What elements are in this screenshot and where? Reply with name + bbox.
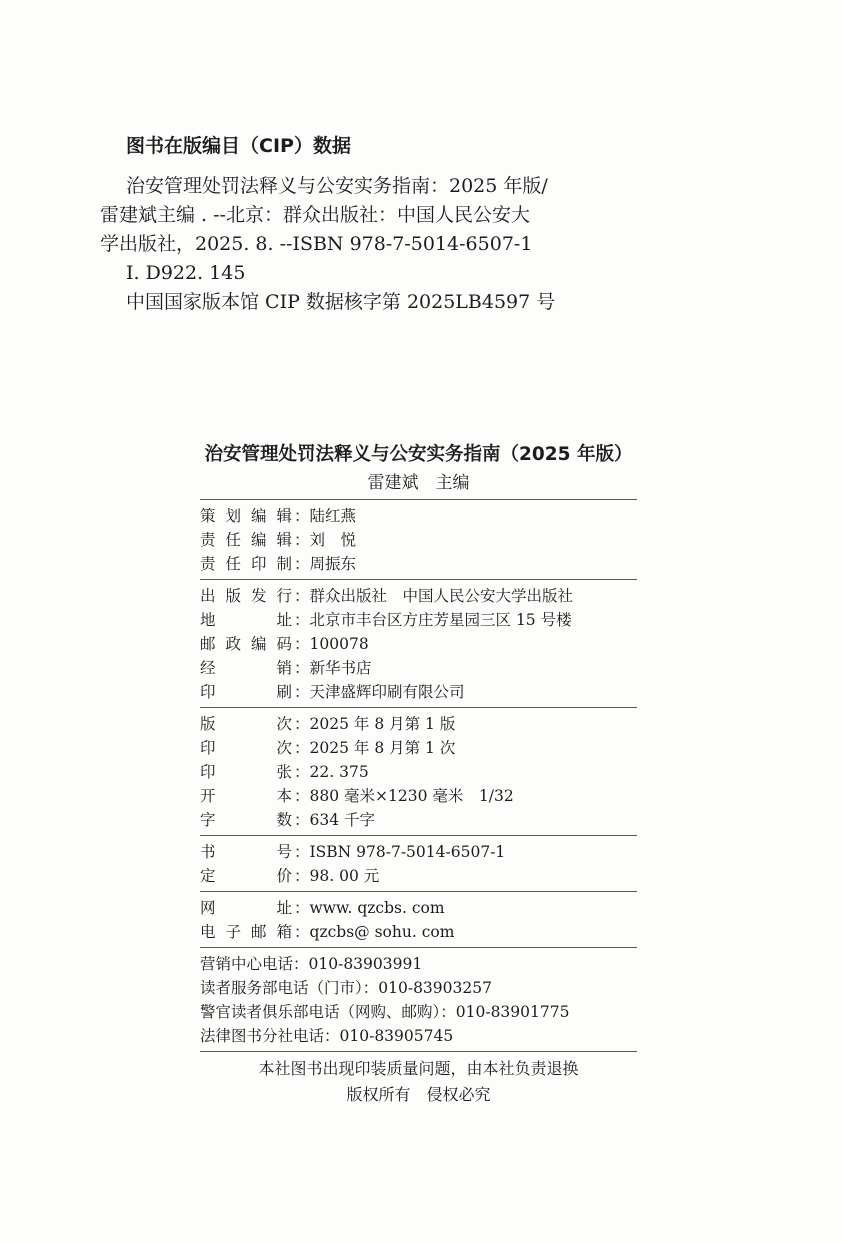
info-row: 版 次 ： 2025 年 8 月第 1 版 <box>200 712 637 736</box>
info-value: 陆红燕 <box>309 507 357 525</box>
divider <box>200 1051 637 1052</box>
info-value: qzcbs@ sohu. com <box>309 923 455 941</box>
info-value: 98. 00 元 <box>309 867 380 885</box>
info-label: 责任编辑 <box>200 531 292 549</box>
divider <box>200 499 637 500</box>
info-row: 定 价 ： 98. 00 元 <box>200 864 637 888</box>
info-row: 印 刷 ： 天津盛辉印刷有限公司 <box>200 680 637 704</box>
cip-line: 中国国家版本馆 CIP 数据核字第 2025LB4597 号 <box>126 291 556 313</box>
info-row: 责任编辑 ： 刘 悦 <box>200 528 637 552</box>
info-value: 新华书店 <box>309 659 372 677</box>
info-row: 印 张 ： 22. 375 <box>200 760 637 784</box>
divider <box>200 579 637 580</box>
colophon-block <box>200 440 637 1108</box>
info-label: 策划编辑 <box>200 507 292 525</box>
info-value: 群众出版社 中国人民公安大学出版社 <box>309 587 574 605</box>
cip-line: Ⅰ. D922. 145 <box>126 262 246 284</box>
info-label: 定 价 <box>200 867 292 885</box>
cip-line: 雷建斌主编 . --北京：群众出版社：中国人民公安大 <box>100 204 530 226</box>
phone-line: 警官读者俱乐部电话（网购、邮购）：010-83901775 <box>200 1003 570 1021</box>
phone-line: 读者服务部电话（门市）：010-83903257 <box>200 979 492 997</box>
info-value: www. qzcbs. com <box>309 899 445 917</box>
info-value: 天津盛辉印刷有限公司 <box>309 683 465 701</box>
info-label: 开 本 <box>200 787 292 805</box>
info-label: 印 张 <box>200 763 292 781</box>
info-label: 出版发行 <box>200 587 292 605</box>
info-row: 出版发行 ： 群众出版社 中国人民公安大学出版社 <box>200 584 637 608</box>
info-value: 2025 年 8 月第 1 版 <box>309 715 456 733</box>
info-row: 印 次 ： 2025 年 8 月第 1 次 <box>200 736 637 760</box>
info-value: 周振东 <box>309 555 357 573</box>
divider <box>200 947 637 948</box>
info-row: 网 址 ： www. qzcbs. com <box>200 896 637 920</box>
info-value: 22. 375 <box>309 763 369 781</box>
quality-notice: 本社图书出现印装质量问题，由本社负责退换 <box>258 1059 579 1078</box>
info-row: 电子邮箱 ： qzcbs@ sohu. com <box>200 920 637 944</box>
info-label: 邮政编码 <box>200 635 292 653</box>
info-row: 策划编辑 ： 陆红燕 <box>200 504 637 528</box>
phone-line: 法律图书分社电话：010-83905745 <box>200 1027 454 1045</box>
info-row: 地 址 ： 北京市丰台区方庄芳星园三区 15 号楼 <box>200 608 637 632</box>
cip-block <box>100 132 740 317</box>
info-value: 2025 年 8 月第 1 次 <box>309 739 456 757</box>
info-row: 责任印制 ： 周振东 <box>200 552 637 576</box>
info-label: 地 址 <box>200 611 292 629</box>
info-label: 书 号 <box>200 843 292 861</box>
divider <box>200 835 637 836</box>
info-label: 网 址 <box>200 899 292 917</box>
info-value: 880 毫米×1230 毫米 1/32 <box>309 787 514 805</box>
info-label: 印 次 <box>200 739 292 757</box>
info-row: 开 本 ： 880 毫米×1230 毫米 1/32 <box>200 784 637 808</box>
info-row: 书 号 ： ISBN 978-7-5014-6507-1 <box>200 840 637 864</box>
book-title: 治安管理处罚法释义与公安实务指南（2025 年版） <box>204 444 633 465</box>
info-value: 634 千字 <box>309 811 376 829</box>
info-label: 责任印制 <box>200 555 292 573</box>
info-row: 邮政编码 ： 100078 <box>200 632 637 656</box>
info-label: 印 刷 <box>200 683 292 701</box>
info-value: 北京市丰台区方庄芳星园三区 15 号楼 <box>309 611 572 629</box>
info-value: 刘 悦 <box>309 531 357 549</box>
info-label: 版 次 <box>200 715 292 733</box>
divider <box>200 707 637 708</box>
divider <box>200 891 637 892</box>
phone-line: 营销中心电话：010-83903991 <box>200 955 423 973</box>
book-editor: 雷建斌 主编 <box>367 473 470 493</box>
info-row: 字 数 ： 634 千字 <box>200 808 637 832</box>
cip-heading: 图书在版编目（CIP）数据 <box>126 135 351 157</box>
info-value: ISBN 978-7-5014-6507-1 <box>309 843 506 861</box>
copyright-notice: 版权所有 侵权必究 <box>346 1085 491 1104</box>
info-label: 电子邮箱 <box>200 923 292 941</box>
cip-line: 治安管理处罚法释义与公安实务指南：2025 年版/ <box>126 175 548 197</box>
info-label: 字 数 <box>200 811 292 829</box>
info-row: 经 销 ： 新华书店 <box>200 656 637 680</box>
info-value: 100078 <box>309 635 369 653</box>
cip-line: 学出版社，2025. 8. --ISBN 978-7-5014-6507-1 <box>100 233 533 255</box>
info-label: 经 销 <box>200 659 292 677</box>
